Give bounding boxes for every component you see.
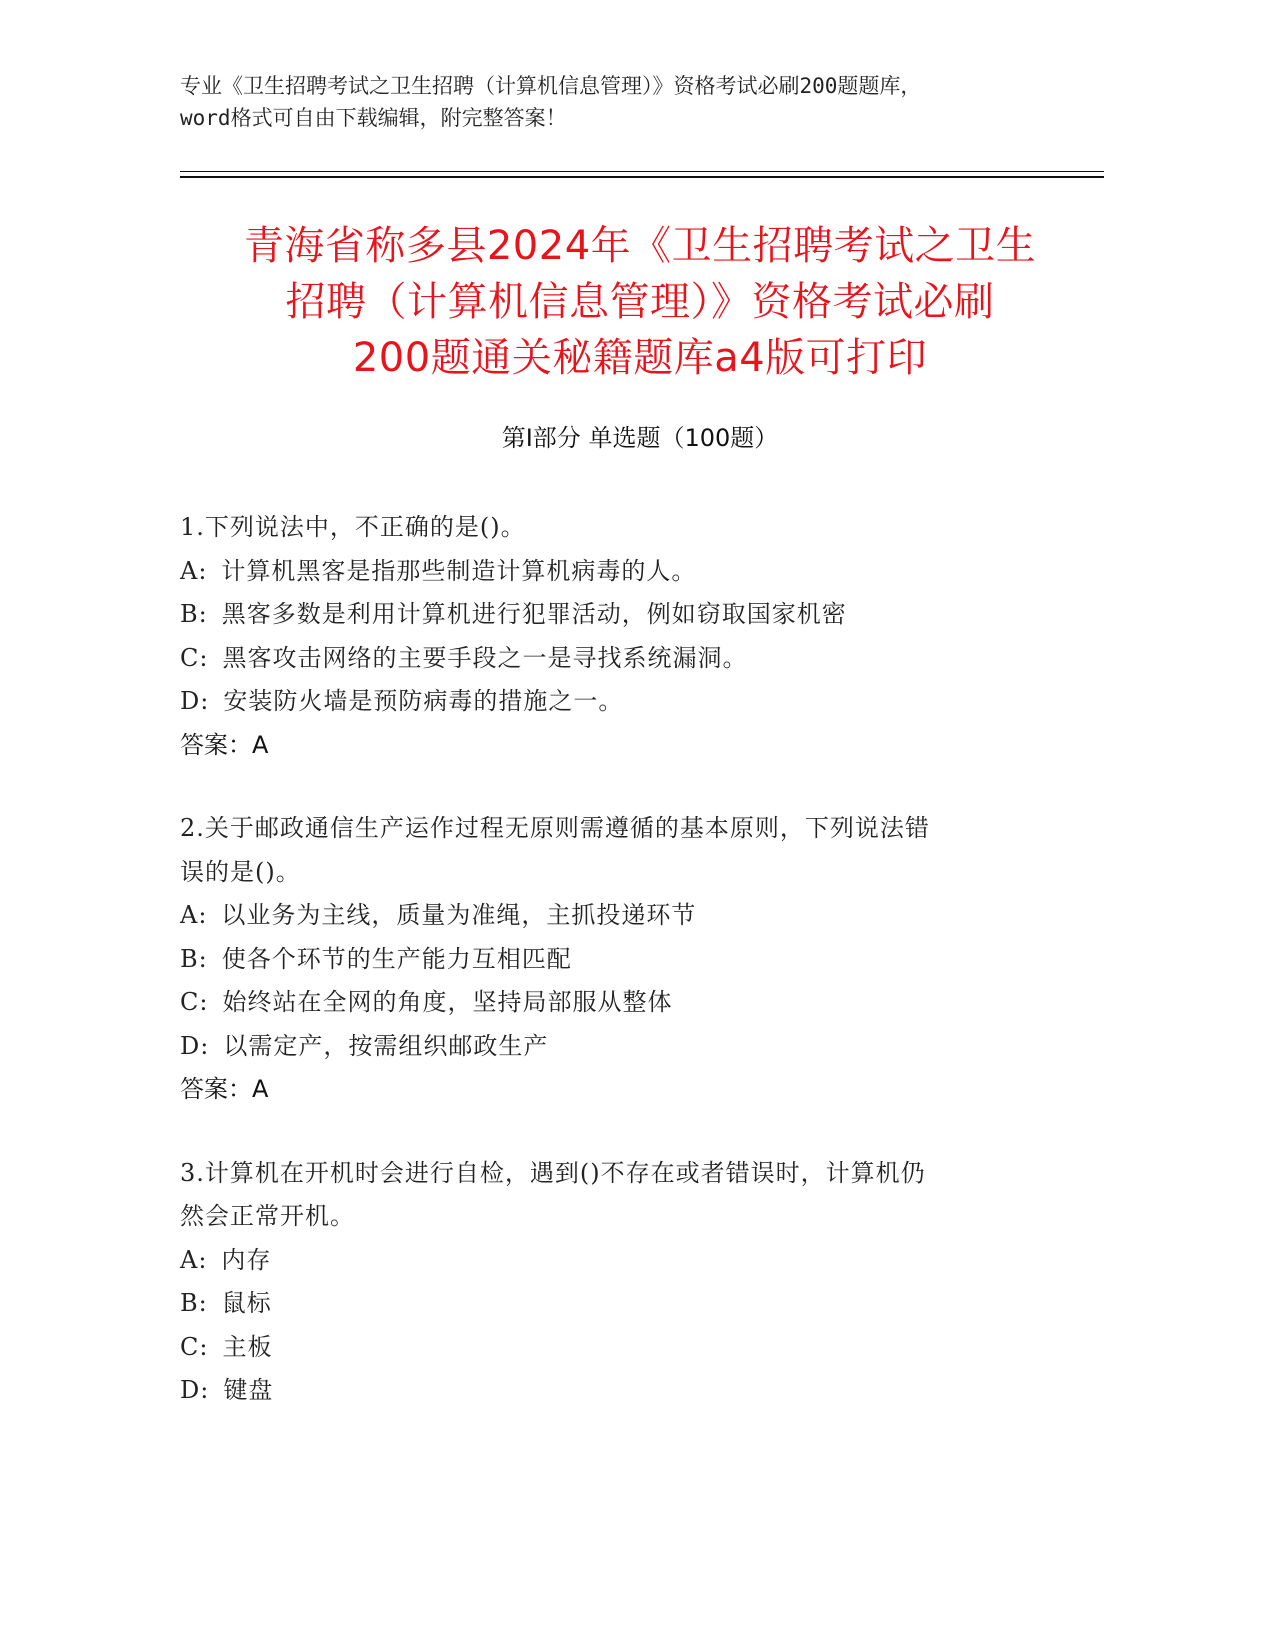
header-note-line-2: word格式可自由下载编辑，附完整答案！ xyxy=(180,106,567,130)
option-d xyxy=(180,1025,1060,1069)
option-text: 黑客攻击网络的主要手段之一是寻找系统漏洞。 xyxy=(222,643,748,672)
option-text: 鼠标 xyxy=(221,1289,272,1317)
document-title xyxy=(150,218,1130,386)
option-text: 键盘 xyxy=(223,1376,274,1404)
question-stem-continued: 误的是()。 xyxy=(180,857,301,886)
option-key: B: xyxy=(180,600,208,628)
option-text: 计算机黑客是指那些制造计算机病毒的人。 xyxy=(221,556,697,585)
option-b xyxy=(180,938,1060,982)
option-key: A: xyxy=(180,901,208,929)
option-key: C: xyxy=(180,1332,209,1361)
question-list xyxy=(180,506,1060,1453)
option-a xyxy=(180,894,1060,938)
question-stem: 2.关于邮政通信生产运作过程无原则需遵循的基本原则，下列说法错 xyxy=(180,814,930,842)
answer-line: 答案：A xyxy=(180,1075,269,1103)
option-key: B: xyxy=(180,1289,208,1317)
option-d xyxy=(180,680,1060,724)
option-key: D: xyxy=(180,1376,210,1404)
header-divider-thin xyxy=(180,171,1104,172)
option-c xyxy=(180,1326,1060,1370)
option-a xyxy=(180,1239,1060,1283)
option-key: B: xyxy=(180,944,208,973)
document-title-line-3: 200题通关秘籍题库a4版可打印 xyxy=(352,335,928,381)
option-a xyxy=(180,550,1060,594)
option-c xyxy=(180,637,1060,681)
option-key: D: xyxy=(180,687,210,715)
option-c xyxy=(180,981,1060,1025)
question-2 xyxy=(180,807,1060,1112)
option-text: 使各个环节的生产能力互相匹配 xyxy=(221,944,572,973)
option-text: 以需定产，按需组织邮政生产 xyxy=(223,1031,549,1060)
option-key: C: xyxy=(180,988,209,1016)
document-title-line-1: 青海省称多县2024年《卫生招聘考试之卫生 xyxy=(243,223,1037,269)
header-divider-thick xyxy=(180,176,1104,178)
question-stem: 3.计算机在开机时会进行自检，遇到()不存在或者错误时，计算机仍 xyxy=(180,1158,926,1187)
option-b xyxy=(180,1282,1060,1326)
section-heading: 第Ⅰ部分 单选题（100题） xyxy=(501,424,779,452)
option-key: A: xyxy=(180,556,208,585)
question-stem: 1.下列说法中，不正确的是()。 xyxy=(180,513,526,541)
answer-line: 答案：A xyxy=(180,730,269,759)
option-key: A: xyxy=(180,1245,208,1274)
option-text: 内存 xyxy=(221,1245,272,1274)
option-text: 以业务为主线，质量为准绳，主抓投递环节 xyxy=(221,901,697,929)
option-text: 始终站在全网的角度，坚持局部服从整体 xyxy=(222,988,673,1016)
option-key: D: xyxy=(180,1031,210,1060)
question-3 xyxy=(180,1152,1060,1413)
document-title-line-2: 招聘（计算机信息管理）》资格考试必刷 xyxy=(285,279,995,325)
option-key: C: xyxy=(180,643,209,672)
option-d xyxy=(180,1369,1060,1413)
question-1 xyxy=(180,506,1060,767)
header-note-line-1: 专业《卫生招聘考试之卫生招聘（计算机信息管理）》资格考试必刷200题题库， xyxy=(180,74,922,98)
option-text: 安装防火墙是预防病毒的措施之一。 xyxy=(223,687,624,715)
header-note xyxy=(180,70,1080,134)
option-text: 主板 xyxy=(222,1332,273,1361)
question-stem-continued: 然会正常开机。 xyxy=(180,1202,355,1230)
option-text: 黑客多数是利用计算机进行犯罪活动，例如窃取国家机密 xyxy=(221,600,847,628)
option-b xyxy=(180,593,1060,637)
